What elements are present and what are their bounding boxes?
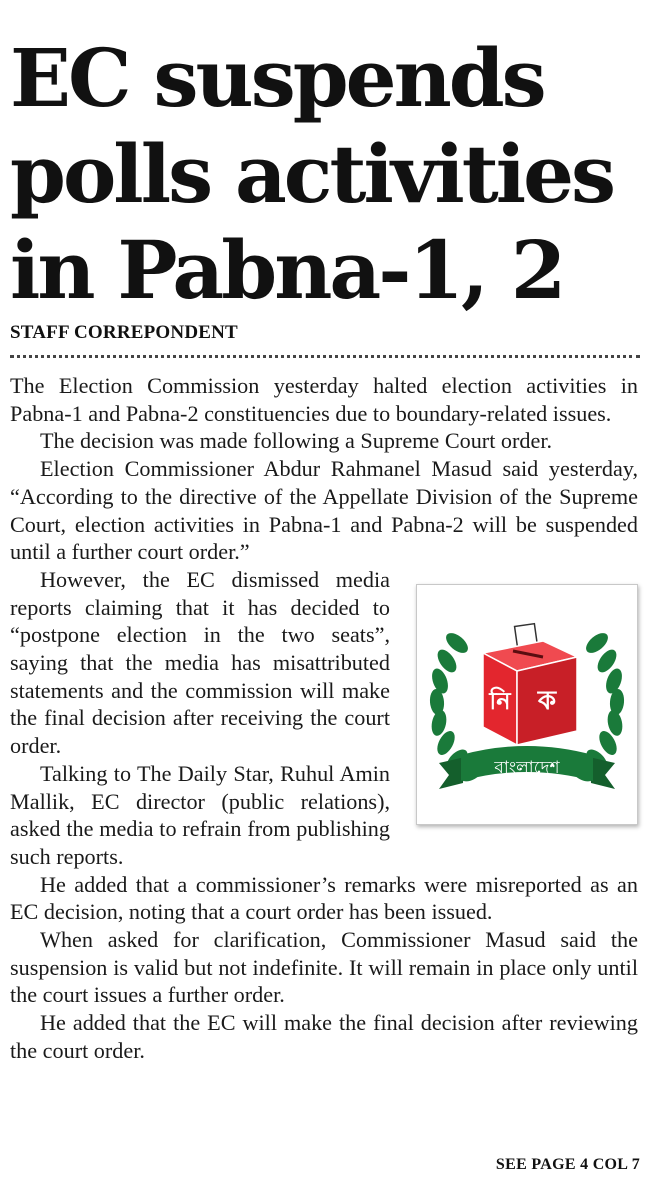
paragraph-2: The decision was made following a Supreme Court order. bbox=[40, 428, 553, 454]
paragraph-6: He added that a commissioner’s remarks were misreported as an EC decision, noting that a court order has been issued. bbox=[10, 871, 638, 925]
paragraph-5: Talking to The Daily Star, Ruhul Amin Mallik, EC director (public relations), asked the media to refrain from publishing such reports. bbox=[10, 760, 390, 869]
paragraph-4: However, the EC dismissed media reports claiming that it has decided to “postpone election in the two seats”, saying that the media has misattributed statements and the commission will make the final decision after receiving the court order. bbox=[10, 566, 390, 759]
paragraph-3: Election Commissioner Abdur Rahmanel Masud said yesterday, “According to the directive of the Appellate Division of the Supreme Court, election activities in Pabna-1 and Pabna-2 will be suspended until a further court order.” bbox=[10, 456, 638, 565]
paragraph-8: He added that the EC will make the final decision after reviewing the court order. bbox=[10, 1010, 638, 1063]
box-letter-right: ক bbox=[537, 685, 557, 716]
headline bbox=[10, 30, 650, 318]
box-letter-left: নি bbox=[489, 686, 511, 715]
paragraph-1: The Election Commission yesterday halted election activities in Pabna-1 and Pabna-2 constituencies due to boundary-related issues. bbox=[10, 373, 638, 426]
continuation-jump-line: SEE PAGE 4 COL 7 bbox=[495, 1156, 640, 1173]
headline-line-3: in Pabna-1, 2 bbox=[10, 223, 564, 317]
election-commission-logo-figure bbox=[416, 584, 638, 825]
dotted-divider bbox=[10, 355, 640, 358]
election-commission-logo-icon bbox=[417, 585, 637, 824]
byline: STAFF CORREPONDENT bbox=[10, 322, 238, 343]
article-body bbox=[10, 372, 638, 1065]
banner-text: বাংলাদেশ bbox=[494, 757, 560, 778]
headline-line-2: polls activities bbox=[10, 127, 614, 221]
paragraph-7: When asked for clarification, Commissioner Masud said the suspension is valid but not indefinite. It will remain in place only until the court issues a further order. bbox=[10, 927, 638, 1008]
headline-line-1: EC suspends bbox=[10, 31, 544, 125]
